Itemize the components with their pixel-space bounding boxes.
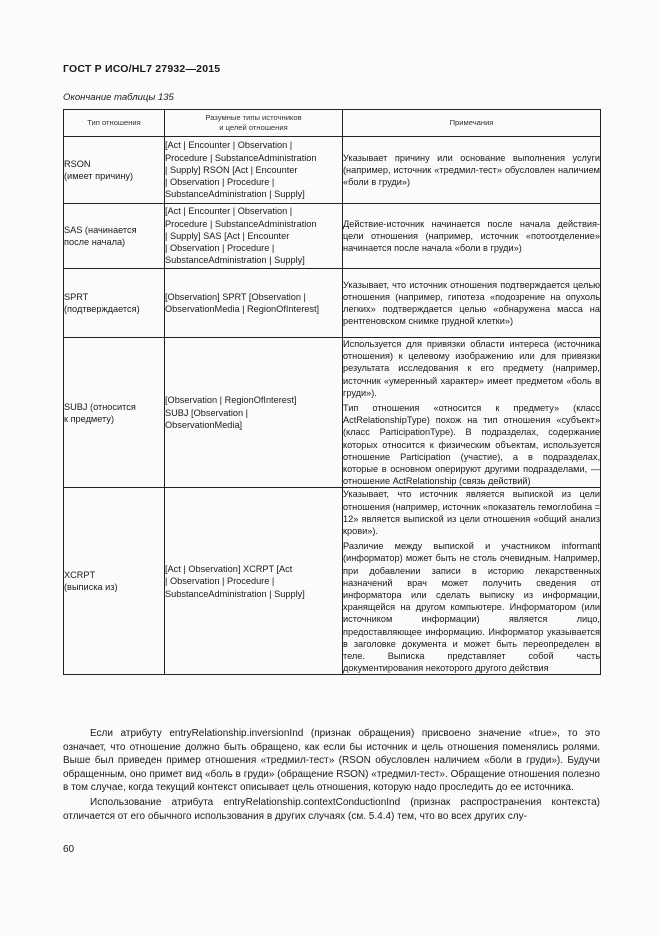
table-header-row: [64, 110, 601, 137]
table-caption: Окончание таблицы 135: [63, 92, 174, 103]
relationship-type-cell: SUBJ (относится к предмету): [64, 338, 165, 488]
relationship-type-cell: SAS (начинается после начала): [64, 204, 165, 269]
source-target-cell: [Observation] SPRT [Observation | ObservationMedia | RegionOfInterest]: [165, 269, 343, 338]
note-paragraph: Различие между выпиской и участником informant (информатор) может быть не столь очевидным. Например, при добавлении записи в историю лекарственных назначений врач может получить сведения от информатора или сделать выписку из информации, хранящейся на другом компьютере. Информатором (или источником информации) является лицо, предоставляющее информацию. Информатор указывается в заголовке документа и может быть переопределен в теле. Выписка представляет собой часть документирования некоторого другого действия: [343, 541, 600, 674]
table-row: [64, 338, 601, 488]
note-paragraph: Используется для привязки области интереса (источника отношения) к целевому изображению или для привязки результата исследования к его предмету (например, источник «умеренный характер» имеет предметом «боль в груди»).: [343, 339, 600, 398]
notes-cell: [343, 338, 601, 488]
relationship-type-cell: SPRT (подтверждается): [64, 269, 165, 338]
relationship-type-cell: XCRPT (выписка из): [64, 488, 165, 675]
body-paragraph: Использование атрибута entryRelationship.contextConductionInd (признак распространения контекста) отличается от его обычного использования в других случаях (см. 5.4.4) тем, что во всех других слу-: [63, 796, 600, 822]
column-header-type: Тип отношения: [64, 110, 165, 137]
column-header-sources: Разумные типы источников и целей отношения: [165, 110, 343, 137]
note-paragraph: Тип отношения «относится к предмету» (класс ActRelationshipType) похож на тип отношения «субъект» (класс ParticipationType). В подразделах, содержание которых относится к физическим объектам, используется отношение Participation (участие), а в подразделах, которые в основном оперируют другими подразделами, — отношение ActRelationship (связь действий): [343, 403, 600, 487]
source-target-cell: [Act | Encounter | Observation | Procedure | SubstanceAdministration | Supply] RSON [Act | Encounter | Observation | Procedure | SubstanceAdministration | Supply]: [165, 137, 343, 204]
relationship-types-table: [63, 109, 601, 675]
notes-cell: [343, 488, 601, 675]
standard-header: ГОСТ Р ИСО/HL7 27932—2015: [63, 63, 221, 75]
source-target-cell: [Act | Encounter | Observation | Procedure | SubstanceAdministration | Supply] SAS [Act | Encounter | Observation | Procedure | SubstanceAdministration | Supply]: [165, 204, 343, 269]
table-row: [64, 204, 601, 269]
column-header-notes: Примечания: [343, 110, 601, 137]
source-target-cell: [Observation | RegionOfInterest] SUBJ [Observation | ObservationMedia]: [165, 338, 343, 488]
relationship-type-cell: RSON (имеет причину): [64, 137, 165, 204]
source-target-cell: [Act | Observation] XCRPT [Act | Observation | Procedure | SubstanceAdministration | Supply]: [165, 488, 343, 675]
note-paragraph: Указывает, что источник является выпиской из цели отношения (например, источник «показатель гемоглобина = 12» является выпиской из цели отношения «общий анализ крови»).: [343, 489, 600, 537]
page-number: 60: [63, 844, 75, 855]
note-paragraph: Действие-источник начинается после начала действия-цели отношения (например, источник «потоотделение» начинается после начала «боли в груди»): [343, 218, 600, 254]
table-row: [64, 488, 601, 675]
note-paragraph: Указывает, что источник отношения подтверждается целью отношения (например, гипотеза «подозрение на опухоль легких» подтверждается целью «обнаружена масса на рентгеновском снимке грудной клетки»): [343, 279, 600, 327]
body-paragraph: Если атрибуту entryRelationship.inversionInd (признак обращения) присвоено значение «true», то это означает, что отношение должно быть обращено, как если бы источник и цель отношения поменялись ролями. Выше был приведен пример отношения «тредмил-тест» (RSON обусловлен наличием «боли в груди»). Будучи обращенным, оно примет вид «боль в груди» (обращение RSON) «тредмил-тест». Обращение отношения полезно в том случае, когда текущий контекст описывает цель отношения, которую надо проследить до ее источника.: [63, 728, 600, 794]
table-row: [64, 269, 601, 338]
notes-cell: [343, 269, 601, 338]
note-paragraph: Указывает причину или основание выполнения услуги (например, источник «тредмил-тест» обусловлен наличием «боли в груди»): [343, 152, 600, 188]
notes-cell: [343, 137, 601, 204]
table-row: [64, 137, 601, 204]
notes-cell: [343, 204, 601, 269]
body-text: [63, 727, 600, 823]
